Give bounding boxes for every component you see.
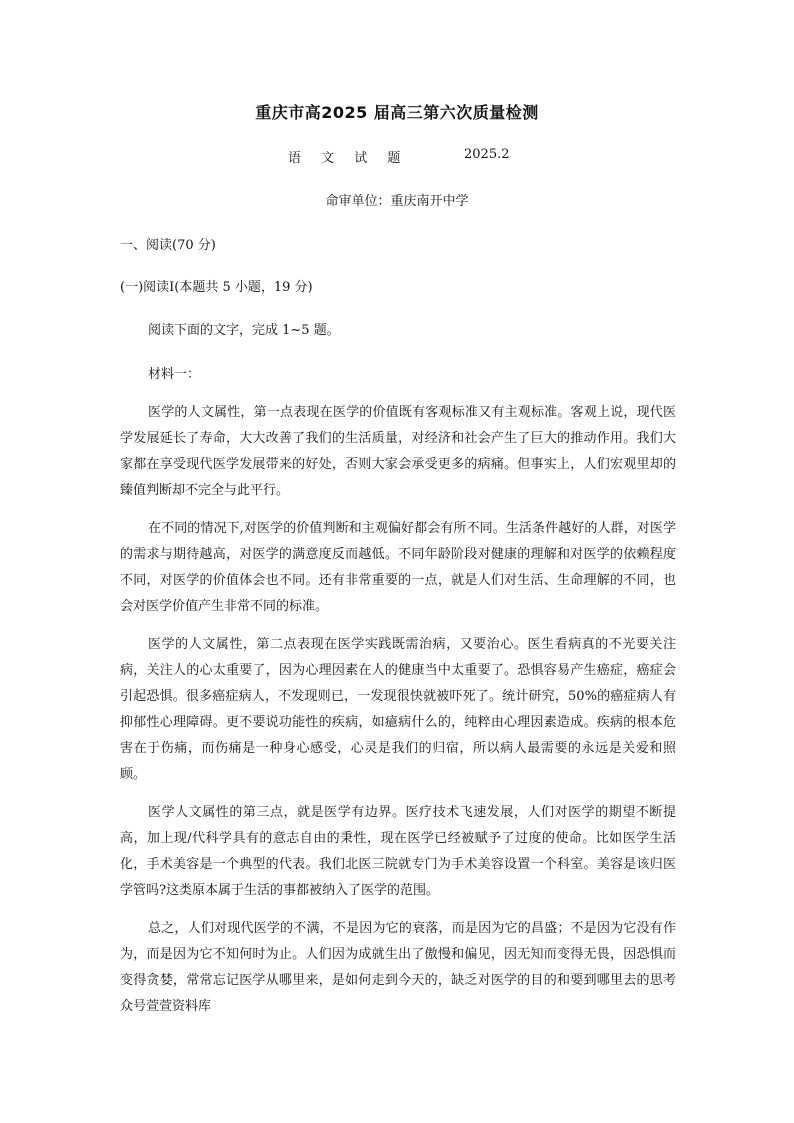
page-title: 重庆市高2025 届高三第六次质量检测 [255,103,539,122]
author-line: 命审单位：重庆南开中学 [325,194,469,209]
material-label: 材料一： [148,367,201,382]
subject-label: 语 文 试 题 [288,151,409,166]
paragraph: 医学的人文属性，第二点表现在医学实践既需治病，又要治心。医生看病真的不光要关注病，关注人的心太重要了，因为心理因素在人的健康当中太重要了。恐惧容易产生癌症，癌症会引起恐惧。很多癌症病人，不发现则已，一发现很快就被吓死了。统计研究，50%的癌症病人有抑郁性心理障碍。更不要说功能性的疾病，如癔病什么的，纯粹由心理因素造成。疾病的根本危害在于伤痛，而伤痛是一种身心感受，心灵是我们的归宿，所以病人最需要的永远是关爱和照顾。 [120,637,676,782]
paragraph: 总之，人们对现代医学的不满，不是因为它的衰落，而是因为它的昌盛；不是因为它没有作为，而是因为它不知何时为止。人们因为成就生出了傲慢和偏见，因无知而变得无畏，因恐惧而变得贪婪，常常忘记医学从哪里来，是如何走到今天的，缺乏对医学的目的和要到哪里去的思考众号萱萱资料库 [120,921,676,1014]
paragraph: 医学人文属性的第三点，就是医学有边界。医疗技术飞速发展，人们对医学的期望不断提高，加上现/代科学具有的意志自由的秉性，现在医学已经被赋予了过度的使命。比如医学生活化，手术美容是一个典型的代表。我们北医三院就专门为手术美容设置一个科室。美容是该归医学管吗?这类原本属于生活的事都被纳入了医学的范围。 [120,805,676,898]
paragraph: 医学的人文属性，第一点表现在医学的价值既有客观标准又有主观标准。客观上说，现代医学发展延长了寿命，大大改善了我们的生活质量，对经济和社会产生了巨大的推动作用。我们大家都在享受现代医学发展带来的好处，否则大家会承受更多的病痛。但事实上，人们宏观里却的臻值判断却不完全与此平行。 [120,405,676,498]
subsection-heading: (一)阅读Ⅰ(本题共 5 小题，19 分) [120,280,313,295]
reading-instruction: 阅读下面的文字，完成 1~5 题。 [148,323,340,338]
section-heading: 一、阅读(70 分) [120,238,216,253]
exam-date: 2025.2 [464,147,510,162]
paragraph: 在不同的情况下,对医学的价值判断和主观偏好都会有所不同。生活条件越好的人群，对医学的需求与期待越高，对医学的满意度反而越低。不同年龄阶段对健康的理解和对医学的依赖程度不同，对医学的价值体会也不同。还有非常重要的一点，就是人们对生活、生命理解的不同，也会对医学价值产生非常不同的标准。 [120,521,676,614]
